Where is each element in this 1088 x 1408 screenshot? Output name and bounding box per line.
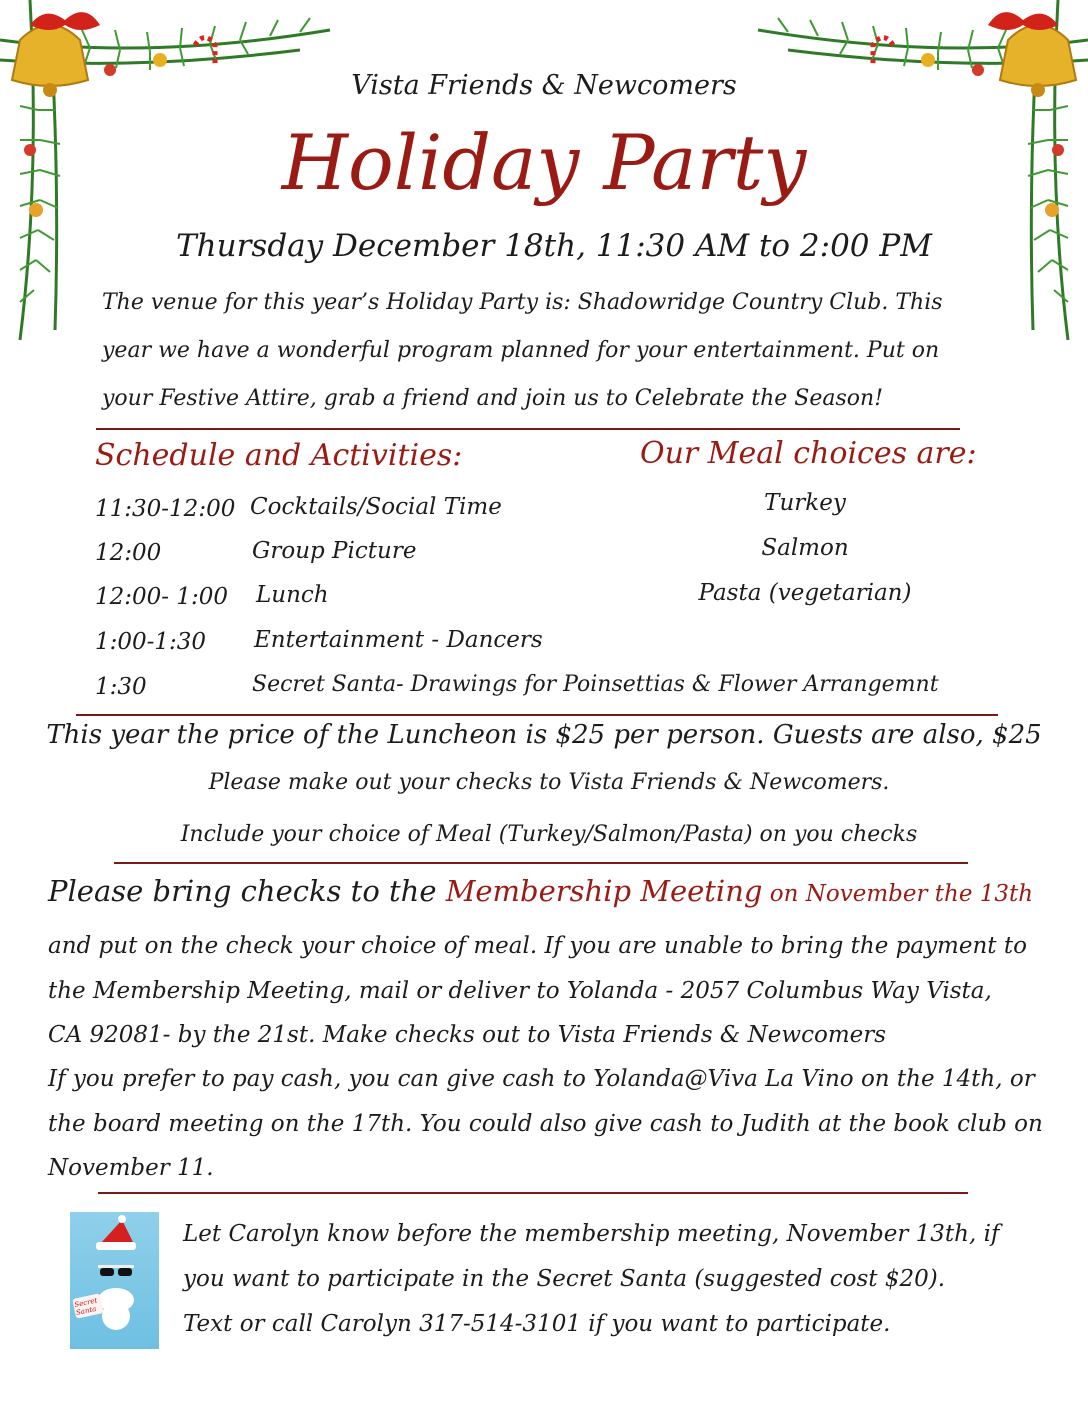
membership-meeting-text: Membership Meeting: [445, 874, 763, 908]
santa-line: you want to participate in the Secret Santa (suggested cost $20).: [183, 1266, 946, 1292]
payment-line: and put on the check your choice of meal. If you are unable to bring the payment to: [48, 933, 1027, 959]
intro-line-3: your Festive Attire, grab a friend and join us to Celebrate the Season!: [102, 386, 884, 411]
check-payee-line: Please make out your checks to Vista Friends & Newcomers.: [208, 770, 890, 795]
meal-option: Salmon: [761, 535, 849, 561]
divider-1: [96, 428, 960, 430]
payment-lead-text: Please bring checks to the: [48, 874, 446, 908]
meal-option: Turkey: [764, 490, 846, 516]
org-name: Vista Friends & Newcomers: [351, 70, 737, 101]
page-title: Holiday Party: [281, 118, 807, 207]
schedule-heading: Schedule and Activities:: [95, 438, 463, 473]
meal-option: Pasta (vegetarian): [698, 580, 912, 606]
schedule-time: 1:00-1:30: [95, 629, 207, 655]
schedule-activity: Lunch: [256, 582, 329, 608]
schedule-time: 12:00- 1:00: [95, 584, 229, 610]
intro-line-1: The venue for this year’s Holiday Party is: Shadowridge Country Club. This: [102, 290, 943, 315]
meal-choice-note: Include your choice of Meal (Turkey/Salmon/Pasta) on you checks: [180, 822, 918, 847]
payment-line: the board meeting on the 17th. You could also give cash to Judith at the book club on: [48, 1111, 1043, 1137]
schedule-activity: Secret Santa- Drawings for Poinsettias & Flower Arrangemnt: [252, 672, 939, 697]
divider-2: [76, 714, 998, 716]
secret-santa-image: [70, 1212, 159, 1349]
divider-3: [114, 862, 968, 864]
meeting-date-text: on November the 13th: [762, 881, 1034, 907]
schedule-time: 12:00: [95, 540, 162, 566]
price-line: This year the price of the Luncheon is $25 per person. Guests are also, $25: [46, 720, 1042, 750]
payment-line: CA 92081- by the 21st. Make checks out to Vista Friends & Newcomers: [48, 1022, 887, 1048]
schedule-time: 1:30: [95, 674, 147, 700]
payment-line: the Membership Meeting, mail or deliver to Yolanda - 2057 Columbus Way Vista,: [48, 978, 992, 1004]
payment-line: November 11.: [48, 1155, 214, 1181]
intro-line-2: year we have a wonderful program planned for your entertainment. Put on: [102, 338, 940, 363]
santa-line: Text or call Carolyn 317-514-3101 if you want to participate.: [183, 1311, 891, 1337]
schedule-activity: Entertainment - Dancers: [254, 627, 543, 653]
schedule-activity: Group Picture: [252, 538, 417, 564]
payment-line: If you prefer to pay cash, you can give cash to Yolanda@Viva La Vino on the 14th, or: [48, 1066, 1035, 1092]
divider-4: [98, 1192, 968, 1194]
schedule-time: 11:30-12:00: [95, 496, 236, 522]
santa-sunglasses-icon: [70, 1212, 159, 1349]
schedule-activity: Cocktails/Social Time: [250, 494, 502, 520]
santa-line: Let Carolyn know before the membership meeting, November 13th, if: [183, 1221, 1000, 1247]
event-datetime: Thursday December 18th, 11:30 AM to 2:00 PM: [176, 228, 932, 264]
payment-lead: [48, 874, 1033, 908]
meals-heading: Our Meal choices are:: [640, 436, 977, 471]
secret-santa-tag: Secret Santa: [73, 1296, 98, 1317]
